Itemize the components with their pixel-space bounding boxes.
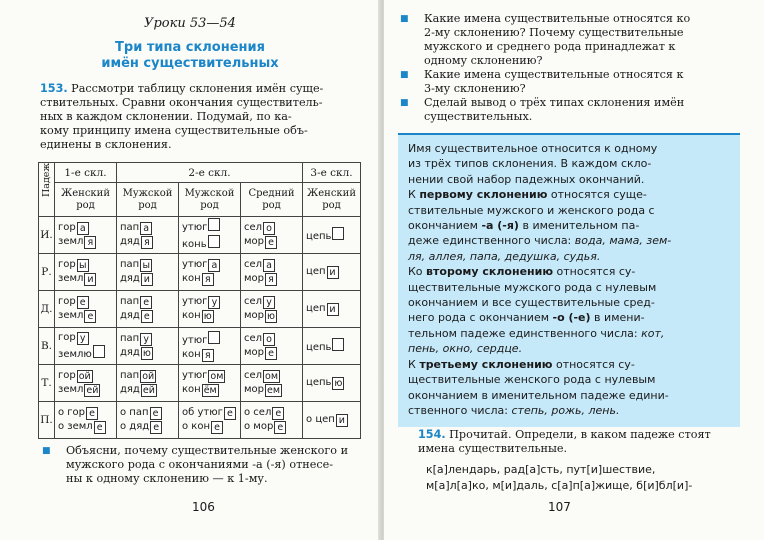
word-stem: земл (58, 310, 84, 321)
text-line: Какие имена существительные относятся ко (424, 12, 691, 25)
text-line: Рассмотри таблицу склонения имён суще- (71, 82, 324, 95)
text-line: Объясни, почему существительные женского и (66, 444, 349, 457)
ending-box: е (86, 407, 98, 420)
highlighted-term: -а (-я) (481, 219, 519, 233)
word-stem: кон (182, 273, 201, 284)
table-cell (303, 328, 361, 365)
case-column-header: Падеж (39, 163, 55, 217)
word-stem: дяд (120, 310, 140, 321)
ending-box: о (263, 333, 275, 346)
word-form (120, 309, 178, 323)
word-form (244, 295, 302, 309)
ending-box: ем (267, 385, 281, 396)
ending-box: е (77, 296, 89, 309)
word-stem: сел (244, 222, 263, 233)
word-stem: гор (58, 331, 76, 343)
ending-box: е (140, 296, 152, 309)
ending-box: ю (142, 348, 151, 359)
word-stem: земл (58, 236, 84, 247)
gender-subheader (303, 183, 361, 217)
table-cell (55, 254, 117, 291)
exercise-153 (40, 82, 323, 152)
word-form (244, 369, 302, 383)
rule-line: Ко второму склонению относятся су- (408, 265, 636, 279)
word-stem: земл (58, 384, 84, 395)
word-form (244, 309, 302, 323)
word-form (182, 218, 240, 235)
ending-box: е (150, 421, 162, 434)
word-stem: гор (58, 222, 76, 233)
table-cell (241, 291, 303, 328)
word-form (58, 272, 116, 286)
ending-box: я (202, 349, 214, 362)
ending-box: я (141, 236, 153, 249)
word-stem: цепь (306, 230, 332, 242)
word-form (182, 309, 240, 323)
highlighted-term: первому склонению (419, 188, 548, 202)
word-stem: цеп (306, 303, 326, 314)
word-form (58, 258, 116, 272)
lesson-title: Уроки 53—54 (144, 16, 236, 31)
subheader-word: род (76, 199, 95, 211)
subheader-word: Средний (248, 187, 295, 199)
word-stem: мор (244, 236, 265, 247)
word-stem: сел (244, 370, 263, 381)
ending-box (332, 338, 344, 351)
task-question (66, 444, 348, 486)
word-form (120, 258, 178, 272)
word-stem: утюг (182, 222, 208, 233)
table-cell (303, 402, 361, 439)
rule-line: него рода с окончанием -о (-е) в имени- (408, 311, 645, 325)
word-stem: сел (244, 333, 263, 344)
ending-box: е (94, 421, 106, 434)
highlighted-term: третьему склонению (419, 357, 553, 371)
word-form (244, 235, 302, 249)
rule-line: окончанием и все существительные сред- (408, 296, 655, 310)
word-form (58, 369, 116, 383)
ending-box: е (272, 407, 284, 420)
word-stem: кон (182, 310, 201, 321)
word-stem: гор (58, 370, 76, 381)
word-form (120, 420, 178, 434)
text-line: кому принципу имена существительные объ- (40, 124, 308, 137)
ending-box: ом (265, 371, 279, 382)
ending-box: и (84, 273, 96, 286)
text-line: одному склонению? (424, 54, 543, 67)
word-stem: цепь (306, 377, 332, 388)
ending-box: и (141, 273, 153, 286)
word-form (182, 295, 240, 309)
word-stem: о кон (182, 421, 210, 432)
word-stem: мор (244, 347, 265, 358)
topic-title-line1: Три типа склонения (115, 40, 265, 55)
exercise-number: 154. (418, 428, 446, 441)
rule-line: нении свой набор падежных окончаний. (408, 172, 645, 186)
word-stem: сел (244, 259, 263, 270)
ending-box: ой (142, 371, 155, 382)
word-form (306, 302, 360, 316)
word-form (120, 272, 178, 286)
ending-box (208, 331, 220, 344)
case-label: В. (39, 328, 55, 365)
word-form (120, 383, 178, 397)
word-stem: пап (120, 370, 140, 381)
table-cell (55, 402, 117, 439)
ending-box: е (211, 421, 223, 434)
group-header-1: 1-е скл. (55, 163, 117, 183)
table-row (39, 365, 361, 402)
word-form (58, 345, 116, 362)
text-line: имена существительные. (418, 442, 568, 455)
ending-box: е (141, 310, 153, 323)
word-form (120, 235, 178, 249)
ending-box: у (263, 296, 275, 309)
word-form (58, 331, 116, 345)
word-line: м[а]л[а]ко, м[и]даль, с[а]п[а]жище, б[и]бл[и]- (426, 479, 693, 492)
word-form (182, 348, 240, 362)
gender-subheader (117, 183, 179, 217)
table-cell (55, 365, 117, 402)
ending-box (208, 235, 220, 248)
ending-box: ей (86, 385, 99, 396)
word-form (182, 331, 240, 348)
ending-box: а (77, 222, 89, 235)
ending-box: е (265, 236, 277, 249)
word-stem: мор (244, 384, 265, 395)
left-page (0, 0, 380, 540)
word-stem: дяд (120, 384, 140, 395)
word-form (244, 420, 302, 434)
bullet-icon: ■ (400, 14, 409, 24)
rule-box (398, 133, 740, 427)
word-form (58, 420, 116, 434)
word-form (58, 309, 116, 323)
ending-box: о (263, 222, 275, 235)
rule-line: из трёх типов склонения. В каждом скло- (408, 157, 652, 171)
table-cell (55, 217, 117, 254)
word-stem: дяд (120, 236, 140, 247)
example-words: степь, рожь, лень. (511, 403, 620, 417)
ending-box: е (265, 347, 277, 360)
example-words: кот, (641, 326, 665, 340)
table-cell (303, 254, 361, 291)
word-form (244, 258, 302, 272)
word-form (244, 383, 302, 397)
rule-line: ществительные женского рода с нулевым (408, 373, 656, 387)
word-form (182, 383, 240, 397)
table-cell (241, 365, 303, 402)
word-stem: кон (182, 384, 201, 395)
table-cell (241, 254, 303, 291)
table-row (39, 254, 361, 291)
ending-box: а (263, 259, 275, 272)
ending-box: ю (203, 311, 212, 322)
table-row (39, 402, 361, 439)
table-cell (303, 365, 361, 402)
subheader-word: род (200, 199, 219, 211)
rule-line (408, 341, 671, 356)
subheader-word: род (262, 199, 281, 211)
table-cell (179, 254, 241, 291)
word-stem: утюг (182, 259, 208, 270)
case-label: Т. (39, 365, 55, 402)
case-label: И. (39, 217, 55, 254)
table-cell (303, 291, 361, 328)
ending-box: ы (140, 259, 152, 272)
text-line: Сделай вывод о трёх типах склонения имён (424, 96, 685, 109)
text-line: мужского рода с окончаниями -а (-я) отнесе- (66, 458, 334, 471)
word-list (426, 462, 692, 494)
ending-box: я (84, 236, 96, 249)
rule-line: окончанием в именительном падеже едини- (408, 388, 669, 402)
rule-line: деже единственного числа: вода, мама, зем- (408, 234, 672, 248)
word-stem: о пап (120, 407, 149, 418)
word-form (120, 221, 178, 235)
word-stem: сел (244, 296, 263, 307)
word-form (182, 258, 240, 272)
table-cell (303, 217, 361, 254)
ending-box: у (208, 296, 220, 309)
word-form (244, 346, 302, 360)
word-form (58, 295, 116, 309)
ending-box: и (327, 266, 339, 279)
word-form (58, 383, 116, 397)
word-form (306, 413, 360, 427)
subheader-word: Женский (61, 187, 110, 199)
bullet-icon: ■ (42, 446, 51, 456)
table-row (39, 328, 361, 365)
gender-subheader (241, 183, 303, 217)
example-words: пень, окно, сердце. (408, 342, 523, 356)
rule-line: Имя существительное относится к одному (408, 142, 658, 155)
gender-subheader (55, 183, 117, 217)
table-cell (117, 402, 179, 439)
word-stem: цеп (306, 266, 326, 277)
word-stem: мор (244, 310, 265, 321)
text-line: существительных. (424, 110, 533, 123)
table-cell (179, 217, 241, 254)
page-number: 107 (548, 500, 571, 514)
word-form (120, 332, 178, 346)
ending-box (208, 218, 220, 231)
text-line: 2-му склонению? Почему существительные (424, 26, 684, 39)
table-cell (117, 328, 179, 365)
table-cell (117, 217, 179, 254)
ending-box (93, 345, 105, 358)
word-form (58, 406, 116, 420)
word-form (182, 420, 240, 434)
ending-box: и (336, 414, 348, 427)
text-line: Прочитай. Определи, в каком падеже стоят (449, 428, 711, 441)
word-stem: утюг (182, 296, 208, 307)
question-1 (424, 12, 690, 68)
word-stem: цепь (306, 341, 332, 353)
table-row (39, 291, 361, 328)
word-stem: о мор (244, 421, 274, 432)
text-line: Какие имена существительные относятся к (424, 68, 684, 81)
word-stem: о гор (58, 407, 86, 418)
rule-line: ствительные мужского и женского рода с (408, 203, 655, 217)
ending-box: е (224, 407, 236, 420)
table-cell (241, 328, 303, 365)
ending-box: е (150, 407, 162, 420)
word-stem: дяд (120, 273, 140, 284)
ending-box: а (208, 259, 220, 272)
ending-box: ой (78, 371, 91, 382)
word-stem: о земл (58, 421, 93, 432)
bullet-icon: ■ (400, 98, 409, 108)
table-row (39, 217, 361, 254)
text-line: ны к одному склонению — к 1-му. (66, 472, 268, 485)
question-3 (424, 96, 684, 124)
table-cell (179, 365, 241, 402)
word-stem: кон (182, 348, 201, 360)
exercise-number: 153. (40, 82, 68, 95)
word-stem: пап (120, 296, 140, 307)
ending-box: ы (77, 259, 89, 272)
rule-line: ственного числа: степь, рожь, лень. (408, 403, 620, 417)
word-form (182, 369, 240, 383)
rule-line: ществительные мужского рода с нулевым (408, 280, 657, 294)
table-cell (241, 217, 303, 254)
ending-box: а (140, 222, 152, 235)
highlighted-term: второму склонению (426, 265, 554, 279)
word-form (120, 346, 178, 360)
word-stem: пап (120, 333, 140, 344)
ending-box: у (140, 333, 152, 346)
case-label: Р. (39, 254, 55, 291)
table-cell (117, 365, 179, 402)
ending-box: е (274, 421, 286, 434)
ending-box: ей (142, 385, 155, 396)
table-cell (179, 402, 241, 439)
word-line: к[а]лендарь, рад[а]сть, пут[и]шествие, (426, 463, 656, 476)
word-form (306, 338, 360, 355)
ending-box (332, 227, 344, 240)
rule-text (408, 141, 671, 418)
table-cell (179, 328, 241, 365)
ending-box: у (77, 332, 89, 345)
gender-subheader (179, 183, 241, 217)
text-line: ных в каждом склонении. Подумай, по ка- (40, 110, 292, 123)
table-cell (55, 291, 117, 328)
group-header-3: 3-е скл. (303, 163, 361, 183)
word-form (244, 272, 302, 286)
question-2 (424, 68, 684, 96)
bullet-icon: ■ (400, 70, 409, 80)
word-form (244, 221, 302, 235)
table-cell (117, 291, 179, 328)
word-stem: утюг (182, 370, 208, 381)
subheader-word: Мужской (184, 187, 235, 199)
rule-line: К третьему склонению относятся су- (408, 357, 635, 371)
topic-title-line2: имён существительных (101, 56, 279, 71)
word-stem: утюг (182, 334, 208, 346)
word-stem: об утюг (182, 407, 223, 418)
rule-line: окончанием -а (-я) в именительном па- (408, 219, 640, 233)
ending-box: ю (334, 378, 343, 389)
word-form (244, 406, 302, 420)
ending-box: ём (203, 385, 217, 396)
table-cell (117, 254, 179, 291)
group-header-2: 2-е скл. (117, 163, 303, 183)
word-stem: о цеп (306, 414, 335, 425)
text-line: ствительных. Сравни окончания существитель- (40, 96, 323, 109)
example-words: вода, мама, зем- (574, 234, 672, 248)
word-form (120, 295, 178, 309)
ending-box: е (84, 310, 96, 323)
ending-box: ю (267, 311, 276, 322)
ending-box: ом (210, 371, 224, 382)
word-stem: конь (182, 239, 207, 250)
page-number: 106 (192, 500, 215, 514)
word-form (306, 376, 360, 390)
word-form (58, 235, 116, 249)
subheader-word: Женский (307, 187, 357, 199)
word-form (306, 227, 360, 244)
declension-table (38, 162, 361, 439)
ending-box: и (327, 303, 339, 316)
word-form (244, 332, 302, 346)
word-stem: гор (58, 259, 76, 270)
ending-box: я (202, 273, 214, 286)
rule-line: К первому склонению относятся суще- (408, 188, 647, 202)
table-cell (179, 291, 241, 328)
word-form (306, 265, 360, 279)
word-stem: о сел (244, 407, 272, 418)
case-label: Д. (39, 291, 55, 328)
example-words: ля, аллея, папа, дедушка, судья. (408, 249, 601, 263)
word-stem: мор (244, 273, 265, 284)
exercise-154 (418, 428, 711, 456)
text-line: единены в склонения. (40, 138, 172, 151)
word-stem: пап (120, 222, 140, 233)
subheader-word: род (138, 199, 157, 211)
text-line: 3-му склонению? (424, 82, 526, 95)
table-cell (241, 402, 303, 439)
subheader-word: род (322, 199, 341, 211)
word-stem: пап (120, 259, 140, 270)
subheader-word: Мужской (122, 187, 173, 199)
word-stem: дяд (120, 347, 140, 358)
word-stem: о дяд (120, 421, 150, 432)
word-form (182, 235, 240, 252)
word-form (58, 221, 116, 235)
word-form (120, 369, 178, 383)
rule-line (408, 249, 671, 264)
word-form (120, 406, 178, 420)
case-label: П. (39, 402, 55, 439)
text-line: мужского и среднего рода принадлежат к (424, 40, 676, 53)
right-page (384, 0, 764, 540)
word-form (182, 272, 240, 286)
ending-box: я (265, 273, 277, 286)
word-stem: гор (58, 296, 76, 307)
word-stem: землю (58, 348, 92, 360)
highlighted-term: -о (-е) (552, 311, 591, 325)
word-form (182, 406, 240, 420)
rule-line: тельном падеже единственного числа: кот, (408, 326, 665, 340)
word-stem: земл (58, 273, 84, 284)
table-cell (55, 328, 117, 365)
